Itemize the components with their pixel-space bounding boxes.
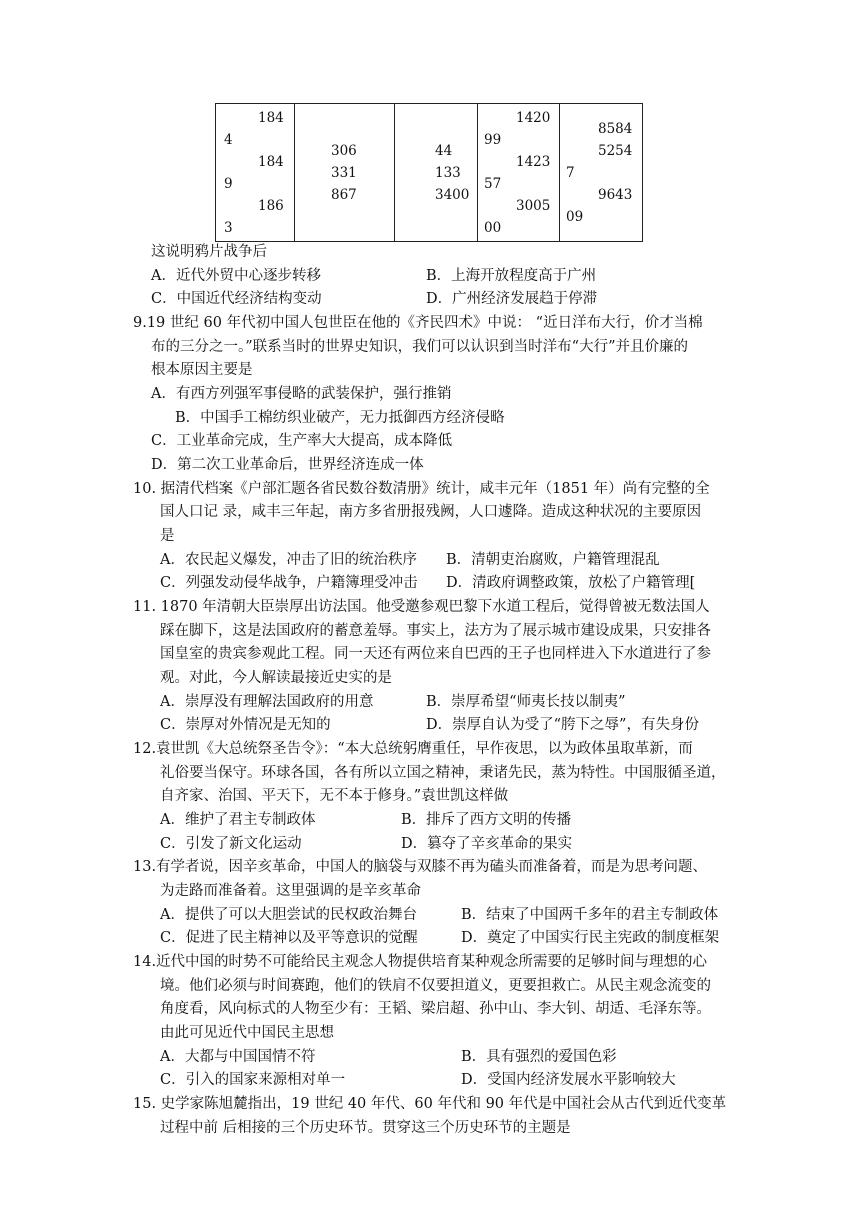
question-14-stem: 境。他们必须与时间赛跑，他们的铁肩不仅要担道义，更要担救亡。从民主观念流变的 xyxy=(160,978,711,994)
option-b: B．崇厚希望“师夷长技以制夷” xyxy=(426,694,626,710)
table-row xyxy=(216,104,643,242)
question-9-stem: 根本原因主要是 xyxy=(151,362,253,378)
option-d: D．崇厚自认为受了“胯下之辱”，有失身份 xyxy=(426,717,699,733)
question-10-stem: 10. 据清代档案《户部汇题各省民数谷数清册》统计，咸丰元年（1851 年）尚有完整的全 xyxy=(133,481,710,497)
table-cell-years xyxy=(216,104,295,242)
question-14-stem: 角度看，风向标式的人物至少有：王韬、梁启超、孙中山、李大钊、胡适、毛泽东等。 xyxy=(160,1001,711,1017)
cell-text: 306 xyxy=(331,143,357,159)
option-d: D．清政府调整政策，放松了户籍管理[ xyxy=(446,575,696,591)
option-a: A．提供了可以大胆尝试的民权政治舞台 xyxy=(160,907,417,923)
option-c: C．列强发动侵华战争，户籍簿理受冲击 xyxy=(160,575,418,591)
option-c: C．引入的国家来源相对单一 xyxy=(160,1072,346,1088)
cell-text: 99 xyxy=(484,132,502,148)
question-10-stem: 国人口记 录，咸丰三年起，南方多省册报残阙，人口遽降。造成这种状况的主要原因 xyxy=(160,504,702,520)
table-cell xyxy=(295,104,395,242)
data-table-fragment xyxy=(215,103,643,242)
table-cell xyxy=(395,104,478,242)
cell-text: 5254 xyxy=(598,143,633,159)
cell-text: 7 xyxy=(566,165,575,181)
option-a: A．崇厚没有理解法国政府的用意 xyxy=(160,694,374,710)
cell-text: 186 xyxy=(258,198,284,214)
question-14-stem: 14.近代中国的时势不可能给民主观念人物提供培育某种观念所需要的足够时间与理想的心 xyxy=(133,954,708,970)
question-12-stem: 12.袁世凯《大总统祭圣告令》：“本大总统躬膺重任，早作夜思，以为政体虽取革新，而 xyxy=(133,741,693,757)
option-d: D．篡夺了辛亥革命的果实 xyxy=(401,836,573,852)
option-c: C．工业革命完成，生产率大大提高，成本降低 xyxy=(151,433,453,449)
cell-text: 133 xyxy=(435,165,461,181)
option-a: A．维护了君主专制政体 xyxy=(160,812,316,828)
question-8-stem-end: 这说明鸦片战争后 xyxy=(151,244,267,260)
option-c: C．中国近代经济结构变动 xyxy=(151,291,322,307)
option-b: B．中国手工棉纺织业破产，无力抵御西方经济侵略 xyxy=(175,410,505,426)
question-13-stem: 为走路而准备着。这里强调的是辛亥革命 xyxy=(160,883,421,899)
cell-text: 9 xyxy=(224,176,233,192)
option-b: B．清朝吏治腐败，户籍管理混乱 xyxy=(446,552,660,568)
option-a: A．有西方列强军事侵略的武装保护，强行推销 xyxy=(151,386,452,402)
option-b: B．具有强烈的爱国色彩 xyxy=(461,1049,617,1065)
option-b: B．上海开放程度高于广州 xyxy=(426,268,597,284)
option-a: A．近代外贸中心逐步转移 xyxy=(151,268,321,284)
cell-text: 184 xyxy=(258,154,284,170)
cell-text: 3 xyxy=(224,220,233,236)
cell-text: 57 xyxy=(484,176,502,192)
cell-text: 44 xyxy=(435,143,453,159)
question-12-stem: 礼俗要当保守。环球各国，各有所以立国之精神，秉诸先民，蒸为特性。中国服循圣道， xyxy=(160,765,726,781)
question-14-stem: 由此可见近代中国民主思想 xyxy=(160,1025,334,1041)
cell-text: 867 xyxy=(331,187,357,203)
question-15-stem: 过程中前 后相接的三个历史环节。贯穿这三个历史环节的主题是 xyxy=(160,1120,571,1136)
question-10-stem: 是 xyxy=(160,528,175,544)
option-d: D．第二次工业革命后，世界经济连成一体 xyxy=(151,457,424,473)
table-cell xyxy=(560,104,643,242)
cell-text: 00 xyxy=(484,220,502,236)
option-d: D．广州经济发展趋于停滞 xyxy=(426,291,598,307)
cell-text: 184 xyxy=(258,110,284,126)
option-c: C．促进了民主精神以及平等意识的觉醒 xyxy=(160,930,418,946)
table-cell xyxy=(478,104,560,242)
option-b: B．结束了中国两千多年的君主专制政体 xyxy=(461,907,719,923)
cell-text: 3005 xyxy=(516,198,551,214)
cell-text: 1420 xyxy=(516,110,551,126)
question-9-stem: 9.19 世纪 60 年代初中国人包世臣在他的《齐民四术》中说： “近日洋布大行，价才当棉 xyxy=(133,315,703,331)
cell-text: 1423 xyxy=(516,154,551,170)
cell-text: 09 xyxy=(566,209,584,225)
option-a: A．大都与中国国情不符 xyxy=(160,1049,316,1065)
option-a: A．农民起义爆发，冲击了旧的统治秩序 xyxy=(160,552,417,568)
question-11-stem: 踩在脚下，这是法国政府的蓄意羞辱。事实上，法方为了展示城市建设成果，只安排各 xyxy=(160,623,711,639)
question-11-stem: 观。对此，今人解读最接近史实的是 xyxy=(160,670,392,686)
option-c: C．引发了新文化运动 xyxy=(160,836,302,852)
question-12-stem: 自齐家、治国、平天下，无不本于修身。”袁世凯这样做 xyxy=(160,788,509,804)
question-11-stem: 11. 1870 年清朝大臣崇厚出访法国。他受邀参观巴黎下水道工程后，觉得曾被无数法国人 xyxy=(133,599,710,615)
option-d: D．奠定了中国实行民主宪政的制度框架 xyxy=(461,930,720,946)
option-c: C．崇厚对外情况是无知的 xyxy=(160,717,331,733)
option-d: D．受国内经济发展水平影响较大 xyxy=(461,1072,676,1088)
cell-text: 9643 xyxy=(598,187,633,203)
cell-text: 4 xyxy=(224,132,233,148)
question-9-stem: 布的三分之一。”联系当时的世界史知识，我们可以认识到当时洋布“大行”并且价廉的 xyxy=(151,339,688,355)
question-15-stem: 15. 史学家陈旭麓指出，19 世纪 40 年代、60 年代和 90 年代是中国社会从古代到近代变革 xyxy=(133,1096,727,1112)
cell-text: 3400 xyxy=(435,187,470,203)
question-13-stem: 13.有学者说，因辛亥革命，中国人的脑袋与双膝不再为磕头而准备着，而是为思考问题、 xyxy=(133,859,708,875)
cell-text: 331 xyxy=(331,165,357,181)
question-11-stem: 国皇室的贵宾参观此工程。同一天还有两位来自巴西的王子也同样进入下水道进行了参 xyxy=(160,646,711,662)
cell-text: 8584 xyxy=(598,121,633,137)
option-b: B．排斥了西方文明的传播 xyxy=(401,812,572,828)
